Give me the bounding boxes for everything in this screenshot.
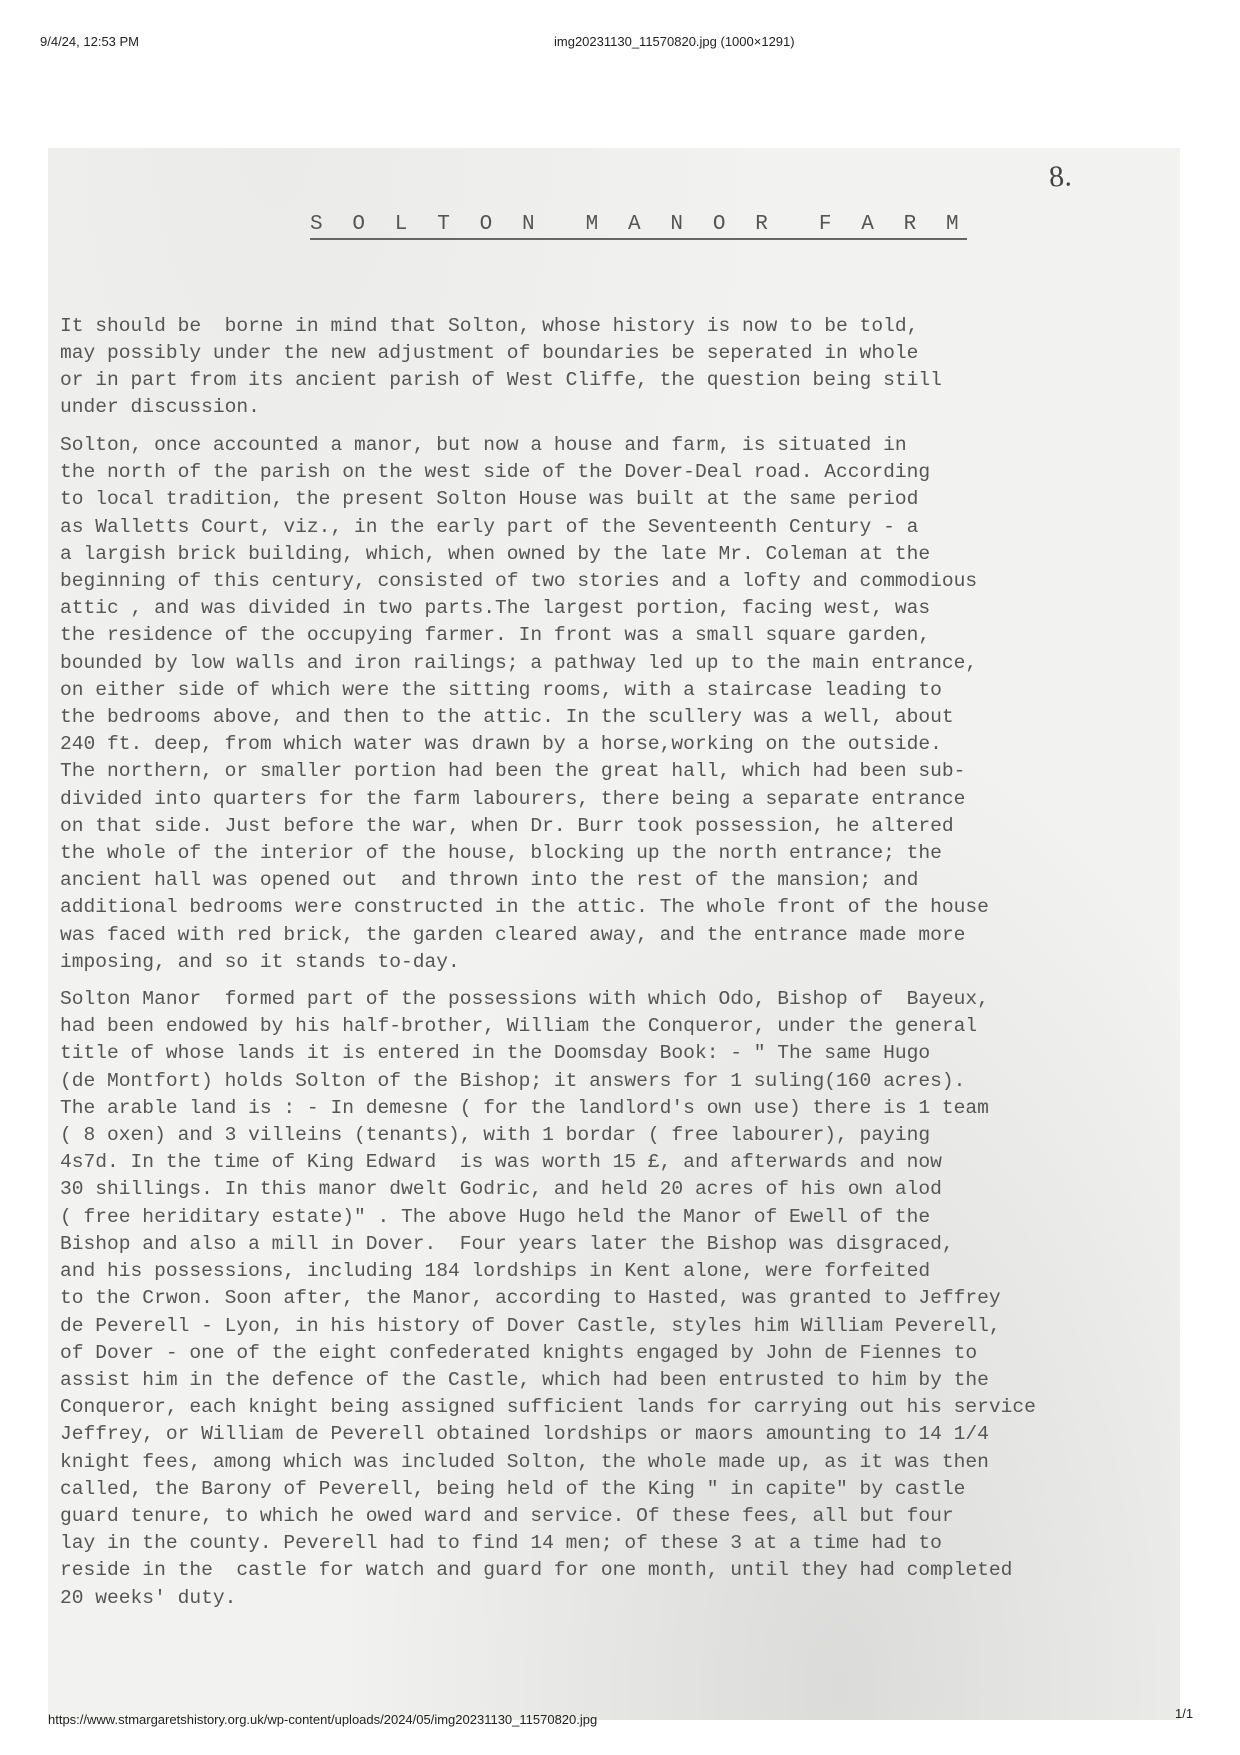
text-line: beginning of this century, consisted of two stories and a lofty and commodious [60, 570, 978, 593]
text-line: Conqueror, each knight being assigned sufficient lands for carrying out his service [60, 1396, 1036, 1419]
text-line: Bishop and also a mill in Dover. Four years later the Bishop was disgraced, [60, 1232, 954, 1255]
text-line: had been endowed by his half-brother, William the Conqueror, under the general [60, 1015, 978, 1038]
print-footer [0, 1708, 1240, 1728]
text-line: attic , and was divided in two parts.The largest portion, facing west, was [60, 597, 931, 620]
text-line: may possibly under the new adjustment of boundaries be seperated in whole [60, 342, 919, 364]
print-date-time: 9/4/24, 12:53 PM [40, 34, 140, 49]
text-line: under discussion. [60, 396, 260, 418]
text-line: lay in the county. Peverell had to find 14 men; of these 3 at a time had to [60, 1532, 942, 1555]
text-line: The northern, or smaller portion had been the great hall, which had been sub- [60, 760, 966, 783]
text-line: 30 shillings. In this manor dwelt Godric, and held 20 acres of his own alod [60, 1178, 942, 1201]
print-header [0, 34, 1240, 54]
text-line: ( 8 oxen) and 3 villeins (tenants), with 1 bordar ( free labourer), paying [60, 1124, 931, 1147]
text-line: to the Crwon. Soon after, the Manor, according to Hasted, was granted to Jeffrey [60, 1287, 1001, 1310]
text-line: assist him in the defence of the Castle, which had been entrusted to him by the [60, 1368, 989, 1391]
text-line: 240 ft. deep, from which water was drawn by a horse,working on the outside. [60, 733, 942, 756]
document-title: S O L T O N M A N O R F A R M [310, 213, 967, 240]
text-line: a largish brick building, which, when owned by the late Mr. Coleman at the [60, 542, 931, 565]
text-line: the residence of the occupying farmer. In front was a small square garden, [60, 624, 931, 647]
text-line: as Walletts Court, viz., in the early part of the Seventeenth Century - a [60, 515, 919, 538]
text-line: additional bedrooms were constructed in the attic. The whole front of the house [60, 896, 989, 919]
text-line: Jeffrey, or William de Peverell obtained lordships or maors amounting to 14 1/4 [60, 1423, 989, 1446]
text-line: of Dover - one of the eight confederated knights engaged by John de Fiennes to [60, 1341, 978, 1364]
paragraph-boundaries [60, 313, 1180, 421]
text-line: was faced with red brick, the garden cleared away, and the entrance made more [60, 923, 966, 946]
document-body [60, 313, 1180, 1620]
text-line: knight fees, among which was included Solton, the whole made up, as it was then [60, 1450, 989, 1473]
handwritten-page-number: 8. [1047, 159, 1073, 194]
text-line: divided into quarters for the farm labourers, there being a separate entrance [60, 787, 966, 810]
text-line: called, the Barony of Peverell, being held of the King " in capite" by castle [60, 1477, 966, 1500]
paragraph-house-description [60, 432, 1180, 976]
text-line: title of whose lands it is entered in the Doomsday Book: - " The same Hugo [60, 1042, 931, 1065]
source-url: https://www.stmargaretshistory.org.uk/wp-content/uploads/2024/05/img20231130_11570820.jpg [48, 1712, 598, 1727]
text-line: Solton, once accounted a manor, but now a house and farm, is situated in [60, 434, 907, 456]
text-line: It should be borne in mind that Solton, whose history is now to be told, [60, 315, 919, 337]
text-line: to local tradition, the present Solton House was built at the same period [60, 488, 919, 511]
text-line: the bedrooms above, and then to the attic. In the scullery was a well, about [60, 706, 954, 729]
text-line: reside in the castle for watch and guard for one month, until they had completed [60, 1559, 1013, 1582]
text-line: bounded by low walls and iron railings; a pathway led up to the main entrance, [60, 651, 978, 674]
text-line: on either side of which were the sitting rooms, with a staircase leading to [60, 678, 942, 701]
text-line: Solton Manor formed part of the possessions with which Odo, Bishop of Bayeux, [60, 988, 989, 1011]
page-indicator: 1/1 [1175, 1706, 1194, 1721]
text-line: (de Montfort) holds Solton of the Bishop; it answers for 1 suling(160 acres). [60, 1069, 966, 1092]
text-line: the whole of the interior of the house, blocking up the north entrance; the [60, 842, 942, 865]
text-line: de Peverell - Lyon, in his history of Dover Castle, styles him William Peverell, [60, 1314, 1001, 1337]
text-line: on that side. Just before the war, when Dr. Burr took possession, he altered [60, 814, 954, 837]
text-line: ancient hall was opened out and thrown into the rest of the mansion; and [60, 869, 919, 892]
text-line: 4s7d. In the time of King Edward is was worth 15 £, and afterwards and now [60, 1151, 942, 1174]
print-page-title: img20231130_11570820.jpg (1000×1291) [554, 34, 795, 49]
text-line: or in part from its ancient parish of West Cliffe, the question being still [60, 369, 942, 391]
text-line: and his possessions, including 184 lordships in Kent alone, were forfeited [60, 1260, 931, 1283]
text-line: imposing, and so it stands to-day. [60, 950, 460, 973]
paragraph-manor-history [60, 986, 1180, 1612]
text-line: ( free heriditary estate)" . The above Hugo held the Manor of Ewell of the [60, 1205, 931, 1228]
text-line: guard tenure, to which he owed ward and service. Of these fees, all but four [60, 1504, 954, 1527]
text-line: The arable land is : - In demesne ( for the landlord's own use) there is 1 team [60, 1096, 989, 1119]
text-line: 20 weeks' duty. [60, 1586, 237, 1609]
text-line: the north of the parish on the west side of the Dover-Deal road. According [60, 461, 931, 484]
